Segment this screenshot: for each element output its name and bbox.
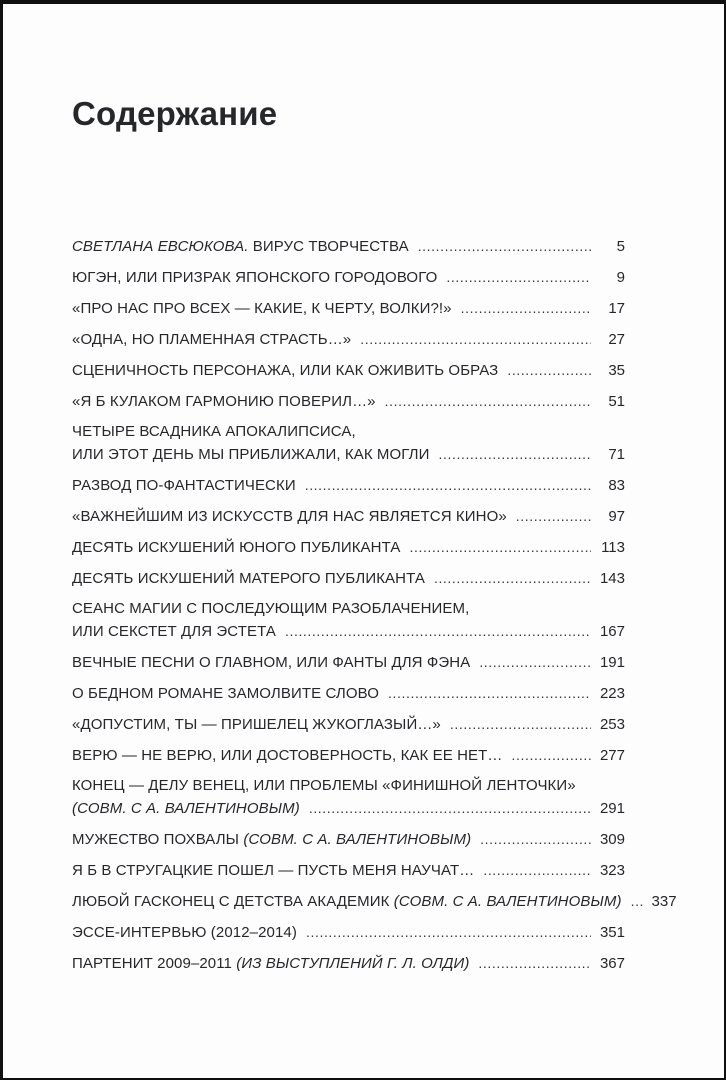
dot-leader: [450, 713, 591, 736]
toc-entry-title: [72, 444, 430, 466]
toc-entry-title: [72, 829, 471, 851]
dot-leader: [285, 620, 591, 643]
toc-entry-title: [72, 683, 379, 705]
toc-entry-line: [72, 390, 625, 413]
toc-entry-title: [72, 745, 503, 767]
toc-entry-title: [72, 953, 469, 975]
toc-entry-line: [72, 682, 625, 705]
toc-entry-line: [72, 536, 625, 559]
dot-leader: [479, 651, 591, 674]
page-number: 277: [599, 747, 625, 764]
toc-entry-line: [72, 620, 625, 643]
dot-leader: [409, 536, 591, 559]
page-title: Содержание: [72, 95, 278, 132]
toc-entry-line: [72, 952, 625, 975]
toc-entry-line: [72, 567, 625, 590]
title-segment: «ДОПУСТИМ, ТЫ — ПРИШЕЛЕЦ ЖУКОГЛАЗЫЙ…»: [72, 716, 441, 733]
toc-entry-title: [72, 714, 441, 736]
dot-leader: [434, 567, 591, 590]
title-segment: ЭССЕ-ИНТЕРВЬЮ (2012–2014): [72, 924, 297, 941]
title-segment: ПАРТЕНИТ 2009–2011: [72, 955, 237, 972]
title-segment: ИЛИ СЕКСТЕТ ДЛЯ ЭСТЕТА: [72, 623, 276, 640]
toc-entry: [72, 651, 625, 674]
page-number: 253: [599, 716, 625, 733]
dot-leader: [478, 952, 591, 975]
title-segment: «Я Б КУЛАКОМ ГАРМОНИЮ ПОВЕРИЛ…»: [72, 393, 376, 410]
page-number: 337: [651, 893, 677, 910]
toc-entry-title: [72, 267, 437, 289]
toc-entry: [72, 390, 625, 413]
title-segment: ВЕРЮ — НЕ ВЕРЮ, ИЛИ ДОСТОВЕРНОСТЬ, КАК ЕЕ НЕТ…: [72, 747, 503, 764]
toc-entry-line: [72, 651, 625, 674]
page-number: 291: [599, 800, 625, 817]
toc-entry-line: [72, 744, 625, 767]
toc-entry: [72, 744, 625, 767]
title-segment: ИЛИ ЭТОТ ДЕНЬ МЫ ПРИБЛИЖАЛИ, КАК МОГЛИ: [72, 446, 430, 463]
title-segment: О БЕДНОМ РОМАНЕ ЗАМОЛВИТЕ СЛОВО: [72, 685, 379, 702]
title-segment: ДЕСЯТЬ ИСКУШЕНИЙ ЮНОГО ПУБЛИКАНТА: [72, 539, 401, 556]
page-number: 113: [601, 539, 625, 556]
page-number: 9: [616, 269, 625, 286]
toc-entry-title: [72, 506, 507, 528]
toc-entry-title: [72, 298, 452, 320]
toc-entry-title: [72, 475, 296, 497]
toc-entry: [72, 359, 625, 382]
toc-entry-title: [72, 775, 576, 797]
title-segment: ЧЕТЫРЕ ВСАДНИКА АПОКАЛИПСИСА,: [72, 423, 356, 440]
dot-leader: [306, 921, 591, 944]
page-number: 97: [608, 508, 625, 525]
toc-entry: [72, 328, 625, 351]
page-number: 223: [599, 685, 625, 702]
toc-entry-line: [72, 266, 625, 289]
page-number: 351: [599, 924, 625, 941]
title-segment-italic: (СОВМ. С А. ВАЛЕНТИНОВЫМ): [243, 831, 472, 848]
toc-entry-line: [72, 598, 625, 620]
toc-entry-line: [72, 859, 625, 882]
title-segment: ЛЮБОЙ ГАСКОНЕЦ С ДЕТСТВА АКАДЕМИК: [72, 893, 394, 910]
page-number: 27: [608, 331, 625, 348]
title-segment: СЦЕНИЧНОСТЬ ПЕРСОНАЖА, ИЛИ КАК ОЖИВИТЬ ОБРАЗ: [72, 362, 499, 379]
title-segment: ВЕЧНЫЕ ПЕСНИ О ГЛАВНОМ, ИЛИ ФАНТЫ ДЛЯ ФЭНА: [72, 654, 471, 671]
toc-entry-title: [72, 891, 622, 913]
page-number: 167: [599, 623, 625, 640]
toc-entry-title: [72, 391, 376, 413]
toc-entry-line: [72, 713, 625, 736]
toc-entry-title: [72, 860, 474, 882]
toc-entry: [72, 890, 677, 913]
toc-entry: [72, 682, 625, 705]
toc-entry: [72, 713, 625, 736]
title-segment-italic: (ИЗ ВЫСТУПЛЕНИЙ Г. Л. ОЛДИ): [236, 955, 470, 972]
dot-leader: [360, 328, 591, 351]
page-number: 83: [608, 477, 625, 494]
toc-entry: [72, 536, 625, 559]
toc-entry: [72, 567, 625, 590]
title-segment-italic: СВЕТЛАНА ЕВСЮКОВА.: [72, 238, 249, 255]
toc-entry: [72, 775, 625, 820]
toc-entry-title: [72, 329, 351, 351]
title-segment: СЕАНС МАГИИ С ПОСЛЕДУЮЩИМ РАЗОБЛАЧЕНИЕМ,: [72, 600, 470, 617]
toc-entry: [72, 598, 625, 643]
title-segment: «ВАЖНЕЙШИМ ИЗ ИСКУССТВ ДЛЯ НАС ЯВЛЯЕТСЯ КИНО»: [72, 508, 507, 525]
dot-leader: [461, 297, 591, 320]
toc-entry-line: [72, 359, 625, 382]
page-number: 309: [599, 831, 625, 848]
toc-entry: [72, 266, 625, 289]
toc-list: [72, 235, 677, 975]
toc-entry-line: [72, 235, 625, 258]
toc-entry-title: [72, 652, 470, 674]
toc-entry-line: [72, 474, 625, 497]
title-segment: ВИРУС ТВОРЧЕСТВА: [248, 238, 409, 255]
page-number: 17: [608, 300, 625, 317]
dot-leader: [480, 828, 591, 851]
toc-entry-title: [72, 598, 469, 620]
dot-leader: [516, 505, 591, 528]
toc-entry: [72, 828, 625, 851]
toc-entry-line: [72, 890, 677, 913]
dot-leader: [631, 890, 643, 913]
toc-entry-line: [72, 297, 625, 320]
title-segment: ДЕСЯТЬ ИСКУШЕНИЙ МАТЕРОГО ПУБЛИКАНТА: [72, 570, 425, 587]
dot-leader: [309, 797, 591, 820]
toc-entry-line: [72, 505, 625, 528]
toc-entry: [72, 505, 625, 528]
toc-entry-line: [72, 828, 625, 851]
toc-entry: [72, 859, 625, 882]
title-segment: МУЖЕСТВО ПОХВАЛЫ: [72, 831, 244, 848]
page-number: 35: [608, 362, 625, 379]
page-number: 191: [599, 654, 625, 671]
toc-entry-line: [72, 443, 625, 466]
toc-entry-line: [72, 797, 625, 820]
page-number: 143: [599, 570, 625, 587]
title-segment: РАЗВОД ПО-ФАНТАСТИЧЕСКИ: [72, 477, 296, 494]
toc-entry-title: [72, 236, 409, 258]
toc-entry: [72, 921, 625, 944]
dot-leader: [446, 266, 591, 289]
dot-leader: [512, 744, 591, 767]
title-segment: КОНЕЦ — ДЕЛУ ВЕНЕЦ, ИЛИ ПРОБЛЕМЫ «ФИНИШНОЙ ЛЕНТОЧКИ»: [72, 777, 576, 794]
page-number: 51: [608, 393, 625, 410]
page-number: 71: [608, 446, 625, 463]
toc-entry-title: [72, 798, 300, 820]
toc-entry-title: [72, 621, 276, 643]
toc-entry: [72, 297, 625, 320]
title-segment: «ОДНА, НО ПЛАМЕННАЯ СТРАСТЬ…»: [72, 331, 352, 348]
toc-entry-line: [72, 775, 625, 797]
dot-leader: [385, 390, 591, 413]
toc-entry-title: [72, 421, 356, 443]
dot-leader: [483, 859, 591, 882]
title-segment-italic: (СОВМ. С А. ВАЛЕНТИНОВЫМ): [72, 800, 300, 817]
toc-entry-line: [72, 421, 625, 443]
toc-entry-title: [72, 537, 400, 559]
toc-entry-title: [72, 360, 498, 382]
title-segment-italic: (СОВМ. С А. ВАЛЕНТИНОВЫМ): [393, 893, 622, 910]
dot-leader: [305, 474, 591, 497]
toc-entry: [72, 235, 625, 258]
page-number: 367: [599, 955, 625, 972]
toc-entry: [72, 952, 625, 975]
dot-leader: [388, 682, 591, 705]
toc-entry-title: [72, 568, 425, 590]
toc-entry: [72, 474, 625, 497]
title-segment: ЮГЭН, ИЛИ ПРИЗРАК ЯПОНСКОГО ГОРОДОВОГО: [72, 269, 438, 286]
title-segment: Я Б В СТРУГАЦКИЕ ПОШЕЛ — ПУСТЬ МЕНЯ НАУЧАТ…: [72, 862, 475, 879]
dot-leader: [418, 235, 591, 258]
toc-entry-line: [72, 921, 625, 944]
title-segment: «ПРО НАС ПРО ВСЕХ — КАКИЕ, К ЧЕРТУ, ВОЛКИ?!»: [72, 300, 452, 317]
page-number: 5: [616, 238, 625, 255]
dot-leader: [439, 443, 592, 466]
page-number: 323: [599, 862, 625, 879]
toc-entry-title: [72, 922, 297, 944]
toc-entry-line: [72, 328, 625, 351]
dot-leader: [507, 359, 591, 382]
toc-entry: [72, 421, 625, 466]
